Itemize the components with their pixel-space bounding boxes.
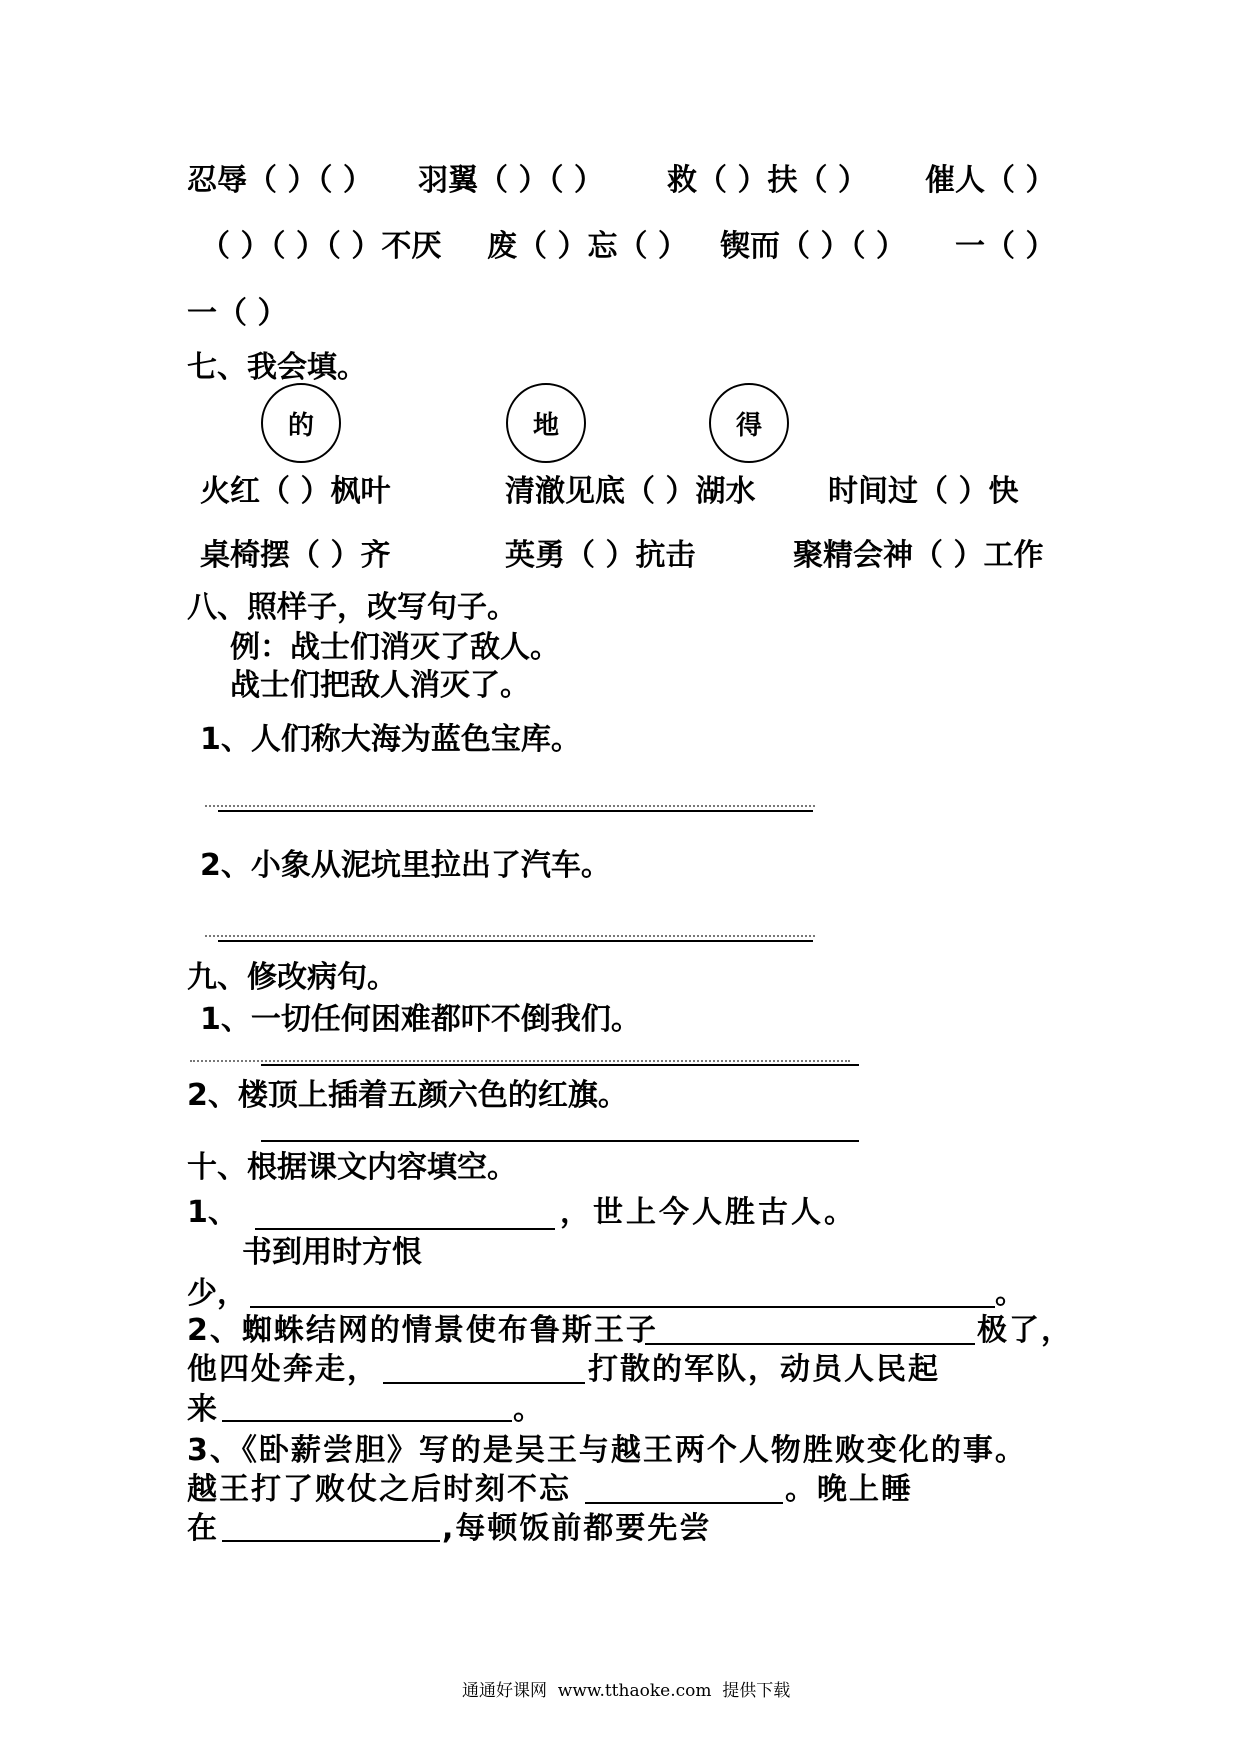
idiom-2: 羽翼（ ）（ ）: [418, 163, 604, 198]
recite-q2-d: 打散的军队，动员人民起: [588, 1352, 940, 1387]
fill-4: 桌椅摆（ ）齐: [200, 538, 391, 573]
blank-10-2c[interactable]: [222, 1420, 512, 1422]
blank-10-1a[interactable]: [255, 1228, 555, 1230]
blank-10-2b[interactable]: [383, 1382, 585, 1384]
recite-q2-b: 极了，: [977, 1313, 1073, 1348]
section-10-heading: 十、根据课文内容填空。: [187, 1150, 517, 1185]
recite-q1-line2: 书到用时方恨: [242, 1235, 422, 1270]
answer-line-8-2[interactable]: [218, 940, 813, 942]
idiom-1: 忍辱（ ）（ ）: [187, 163, 373, 198]
blank-10-3a[interactable]: [585, 1502, 783, 1504]
blank-10-2a[interactable]: [645, 1343, 975, 1345]
idiom-7: 锲而（ ）（ ）: [720, 229, 906, 264]
idiom-4: 催人（ ）: [925, 163, 1056, 198]
recite-q3-d: 在: [187, 1511, 217, 1546]
recite-q1-line3: 少，: [187, 1276, 247, 1311]
answer-line-9-1[interactable]: [261, 1064, 859, 1066]
recite-q3-e: ,每顿饭前都要先尝: [442, 1511, 712, 1546]
footer-source: 通通好课网 www.tthaoke.com 提供下载: [462, 1681, 791, 1701]
recite-q2-f: 。: [513, 1392, 543, 1427]
blank-10-1b[interactable]: [250, 1306, 995, 1308]
answer-dots: [205, 935, 815, 937]
blank-10-3b[interactable]: [222, 1540, 440, 1542]
recite-q2-e: 来: [187, 1392, 217, 1427]
idiom-5: （ ）（ ）（ ）不厌: [200, 229, 442, 264]
correct-q1: 1、一切任何困难都吓不倒我们。: [200, 1002, 641, 1037]
fill-1: 火红（ ）枫叶: [200, 474, 391, 509]
fill-2: 清澈见底（ ）湖水: [505, 474, 756, 509]
recite-q2-a: 2、蜘蛛结网的情景使布鲁斯王子: [187, 1313, 658, 1348]
idiom-3: 救（ ）扶（ ）: [667, 163, 868, 198]
recite-q3-b: 越王打了败仗之后时刻不忘: [187, 1472, 571, 1507]
answer-dots: [190, 1060, 850, 1062]
section-8-heading: 八、照样子，改写句子。: [187, 590, 517, 625]
circle-dei: 得: [709, 383, 789, 463]
answer-dots: [205, 805, 815, 807]
idiom-9: 一（ ）: [187, 296, 288, 331]
idiom-8: 一（ ）: [955, 229, 1056, 264]
idiom-6: 废（ ）忘（ ）: [487, 229, 688, 264]
answer-line-8-1[interactable]: [218, 810, 813, 812]
recite-q1-number: 1、: [187, 1195, 238, 1230]
recite-q3-a: 3、《卧薪尝胆》写的是吴王与越王两个人物胜败变化的事。: [187, 1433, 1027, 1468]
recite-q3-c: 。晚上睡: [785, 1472, 913, 1507]
recite-q2-c: 他四处奔走，: [187, 1352, 379, 1387]
circle-di: 地: [506, 383, 586, 463]
recite-q1-tail: ，世上今人胜古人。: [560, 1195, 857, 1230]
fill-5: 英勇（ ）抗击: [505, 538, 696, 573]
answer-line-9-2[interactable]: [261, 1140, 859, 1142]
fill-3: 时间过（ ）快: [828, 474, 1019, 509]
rewrite-q2: 2、小象从泥坑里拉出了汽车。: [200, 848, 611, 883]
circle-de: 的: [261, 383, 341, 463]
example-sentence-2: 战士们把敌人消灭了。: [230, 668, 530, 703]
recite-q1-end: 。: [995, 1276, 1025, 1311]
section-9-heading: 九、修改病句。: [187, 960, 397, 995]
rewrite-q1: 1、人们称大海为蓝色宝库。: [200, 722, 581, 757]
fill-6: 聚精会神（ ）工作: [793, 538, 1044, 573]
section-7-heading: 七、我会填。: [187, 350, 367, 385]
correct-q2: 2、楼顶上插着五颜六色的红旗。: [187, 1078, 628, 1113]
example-sentence-1: 例：战士们消灭了敌人。: [230, 630, 560, 665]
